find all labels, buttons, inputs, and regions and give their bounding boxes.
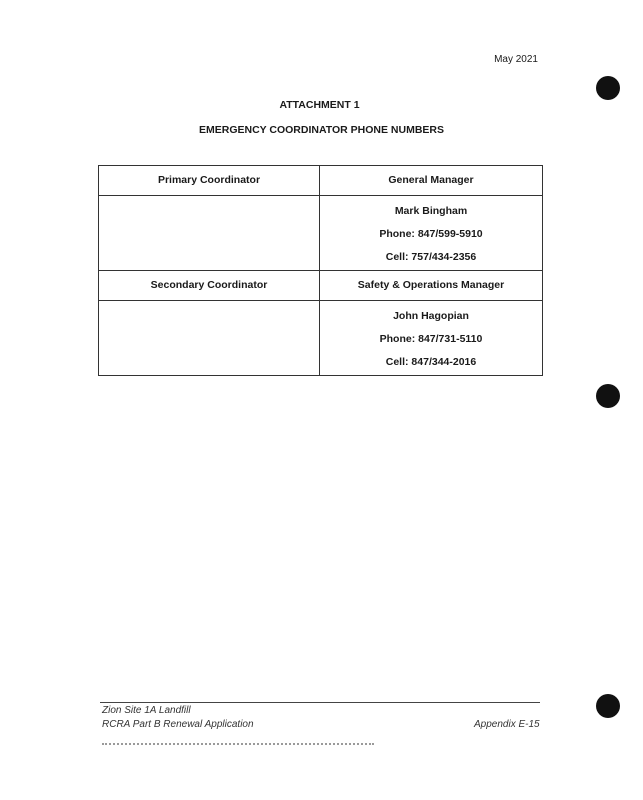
secondary-coordinator-label: Secondary Coordinator <box>99 271 320 301</box>
primary-cell: Cell: 757/434-2356 <box>385 251 477 263</box>
table-row <box>99 271 543 301</box>
attachment-title: ATTACHMENT 1 <box>279 99 360 111</box>
secondary-cell: Cell: 847/344-2016 <box>385 356 477 368</box>
secondary-contact-cell <box>320 301 543 376</box>
binder-hole-icon <box>596 76 620 100</box>
table-row <box>99 196 543 271</box>
footer-divider <box>100 702 540 703</box>
footer-application: RCRA Part B Renewal Application <box>102 719 254 730</box>
primary-contact-cell <box>320 196 543 271</box>
document-heading: EMERGENCY COORDINATOR PHONE NUMBERS <box>198 124 445 136</box>
secondary-role-label: Safety & Operations Manager <box>320 271 543 301</box>
footer-appendix: Appendix E-15 <box>474 719 540 730</box>
table-row <box>99 301 543 376</box>
document-date: May 2021 <box>494 54 538 65</box>
primary-phone: Phone: 847/599-5910 <box>379 228 483 240</box>
binder-hole-icon <box>596 694 620 718</box>
secondary-empty-cell <box>99 301 320 376</box>
primary-empty-cell <box>99 196 320 271</box>
footer-site: Zion Site 1A Landfill <box>102 705 191 716</box>
primary-coordinator-label: Primary Coordinator <box>99 166 320 196</box>
table-row <box>99 166 543 196</box>
file-path-smudge <box>102 743 374 748</box>
primary-name: Mark Bingham <box>394 205 468 217</box>
coordinator-table <box>98 165 543 376</box>
secondary-name: John Hagopian <box>393 310 469 322</box>
primary-role-label: General Manager <box>320 166 543 196</box>
binder-hole-icon <box>596 384 620 408</box>
secondary-phone: Phone: 847/731-5110 <box>379 333 483 345</box>
